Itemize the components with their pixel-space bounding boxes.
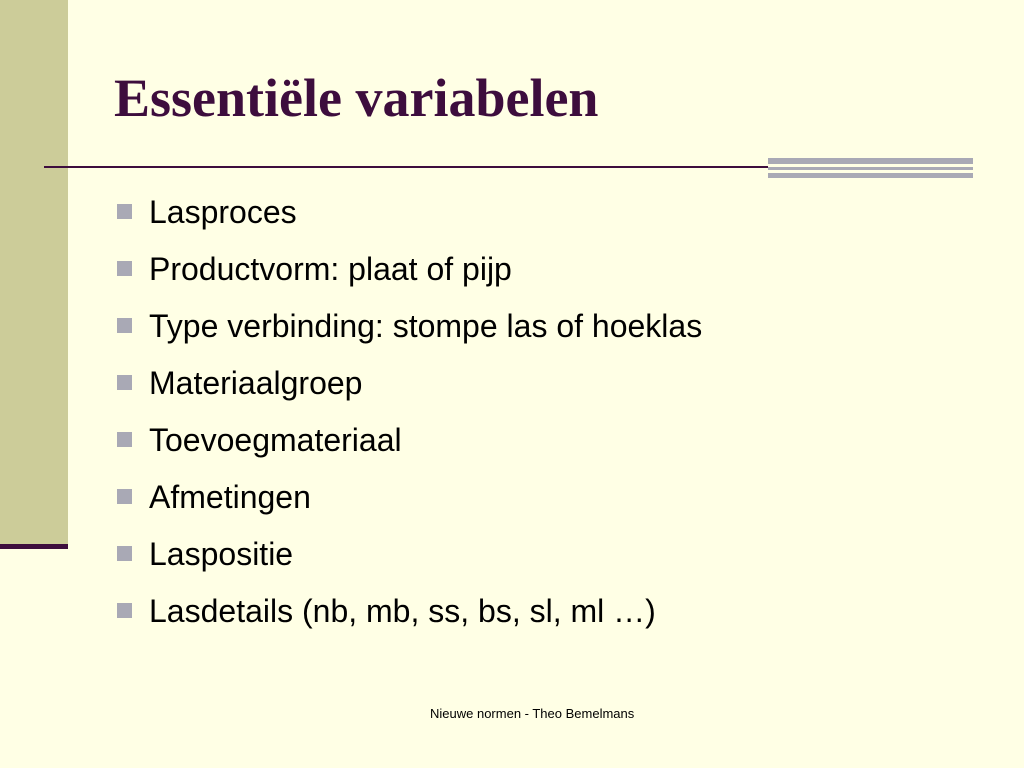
title-divider [44, 166, 768, 168]
square-bullet-icon [117, 603, 132, 618]
bullet-text: Toevoegmateriaal [149, 421, 402, 458]
slide-title: Essentiële variabelen [114, 68, 599, 128]
bullet-text: Type verbinding: stompe las of hoeklas [149, 307, 703, 344]
bullet-text: Materiaalgroep [149, 364, 363, 401]
side-band [0, 0, 68, 544]
bullet-item [114, 297, 702, 354]
square-bullet-icon [117, 546, 132, 561]
square-bullet-icon [117, 318, 132, 333]
bullet-item [114, 183, 702, 240]
bullet-text: Laspositie [149, 535, 294, 572]
bullet-item [114, 240, 702, 297]
bullet-item [114, 582, 702, 639]
bullet-text: Lasproces [149, 193, 297, 230]
slide-footer: Nieuwe normen - Theo Bemelmans [430, 706, 635, 721]
accent-stripe [768, 158, 973, 164]
bullet-item [114, 354, 702, 411]
bullet-item [114, 411, 702, 468]
bullet-list [114, 183, 702, 639]
accent-stripe [768, 173, 973, 178]
square-bullet-icon [117, 489, 132, 504]
bullet-item [114, 468, 702, 525]
square-bullet-icon [117, 432, 132, 447]
bullet-text: Afmetingen [149, 478, 311, 515]
bullet-text: Lasdetails (nb, mb, ss, bs, sl, ml …) [149, 592, 656, 629]
square-bullet-icon [117, 261, 132, 276]
square-bullet-icon [117, 204, 132, 219]
accent-stripe [768, 167, 973, 170]
square-bullet-icon [117, 375, 132, 390]
accent-bar [768, 158, 973, 178]
bullet-item [114, 525, 702, 582]
side-band-underline [0, 544, 68, 549]
bullet-text: Productvorm: plaat of pijp [149, 250, 512, 287]
